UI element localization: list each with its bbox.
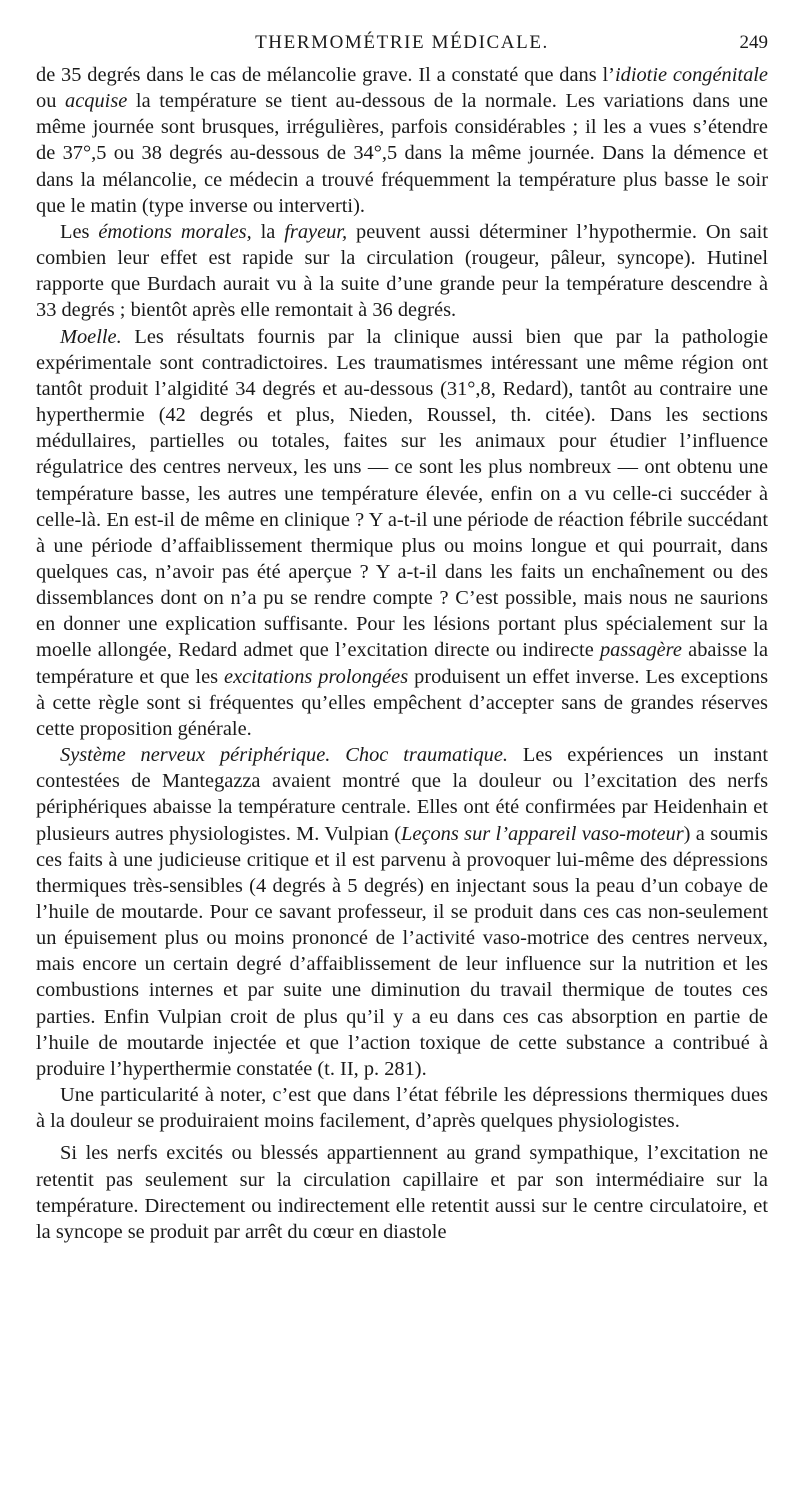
text-run: peuvent aussi déterminer l’hypothermie. On sait combien leur effet est rapide sur la circulation (rougeur, pâleur, syncope). Hutinel rapporte que Burdach aurait vu à la suite d’une grande peur la température descendre à 33 degrés ; bientôt après elle remontait à 36 degrés. (36, 220, 768, 322)
text-run: Les résultats fournis par la clinique aussi bien que par la pathologie expérimentale sont contradictoires. Les traumatismes intéressant une même région ont tantôt produit l’algidité 34 degrés et au-dessous (31°,8, Redard), tantôt au contraire une hyperthermie (42 degrés et plus, Nieden, Roussel, th. citée). Dans les sections médullaires, partielles ou totales, faites sur les animaux pour étudier l’influence régulatrice des centres nerveux, les uns — ce sont les plus nombreux — ont obtenu une température basse, les autres une température élevée, enfin on a vu celle-ci succéder à celle-là. En est-il de même en clinique ? Y a-t-il une période de réaction fébrile succédant à une période d’affaiblissement thermique plus ou moins longue et qui pourrait, dans quelques cas, n’avoir pas été aperçue ? Y a-t-il dans les faits un enchaînement ou des dissemblances dont on n’a pu se rendre compte ? C’est possible, mais nous ne saurions en donner une explication suffisante. Pour les lésions portant plus spécialement sur la moelle allongée, Redard admet que l’excitation directe ou indirecte (36, 325, 768, 662)
italic-text: acquise (65, 90, 128, 113)
text-run: la température se tient au-dessous de la normale. Les variations dans une même journée sont brusques, irrégulières, parfois considérables ; il les a vues s’étendre de 37°,5 ou 38 degrés au-dessous de 34°,5 dans la même journée. Dans la démence et dans la mélancolie, ce médecin a trouvé fréquemment la température plus basse le soir que le matin (type inverse ou interverti). (36, 90, 768, 217)
text-run: de 35 degrés dans le cas de mélancolie grave. Il a constaté que dans l’ (36, 64, 615, 86)
paragraph (36, 1140, 768, 1245)
text-run: Si les nerfs excités ou blessés appartiennent au grand sympathique, l’excitation ne retentit pas seulement sur la circulation capillaire et par son intermédiaire sur la température. Directement ou indirectement elle retentit aussi sur le centre circulatoire, et la syncope se produit par arrêt du cœur en diastole (36, 1142, 768, 1243)
text-run: produisent un effet inverse. Les exceptions à cette règle sont si fréquentes qu’elles empêchent d’accepter sans de grandes réserves cette proposition générale. (36, 665, 769, 740)
italic-text: émotions morales, (98, 220, 252, 243)
text-run: ) a soumis ces faits à une judicieuse critique et il est parvenu à provoquer lui-même des dépressions thermiques très-sensibles (4 degrés à 5 degrés) en injectant sous la peau d’un cobaye de l’huile de moutarde. Pour ce savant professeur, il se produit dans ces cas non-seulement un épuisement plus ou moins prononcé de l’activité vaso-motrice des centres nerveux, mais encore un certain degré d’affaiblissement de leur influence sur la nutrition et les combustions internes et par suite une diminution du travail thermique de toutes ces parties. Enfin Vulpian croit de plus qu’il y a eu dans ces cas absorption en partie de l’huile de moutarde injectée et que l’action toxique de cette substance a contribué à produire l’hyperthermie constatée (t. II, p. 281). (36, 822, 768, 1080)
running-head (36, 32, 768, 60)
paragraph (36, 742, 768, 1082)
italic-text: Système nerveux périphérique. Choc traumatique. (60, 744, 509, 767)
italic-text: Leçons sur l’appareil vaso-moteur (401, 822, 684, 845)
running-title: THERMOMÉTRIE MÉDICALE. (255, 32, 549, 53)
italic-text: Moelle. (60, 325, 122, 348)
italic-text: passagère (599, 639, 682, 662)
paragraph (36, 62, 768, 219)
paragraph (36, 324, 768, 743)
paragraph (36, 219, 768, 324)
text-run: Les (60, 220, 99, 243)
paragraph (36, 1082, 768, 1134)
body-text (36, 62, 768, 1245)
italic-text: idiotie congénitale (614, 64, 768, 86)
text-run: ou (36, 90, 66, 113)
text-run: Une particularité à noter, c’est que dans l’état fébrile les dépressions thermiques dues à la douleur se produiraient moins facilement, d’après quelques physiologistes. (36, 1084, 768, 1133)
text-run: la (251, 220, 285, 243)
italic-text: frayeur, (284, 220, 348, 243)
page-number: 249 (739, 32, 768, 53)
text-run: abaisse la température et que les (36, 639, 768, 688)
italic-text: excitations prolongées (224, 665, 409, 688)
text-run: Les expériences un instant contestées de Mantegazza avaient montré que la douleur ou l’excitation des nerfs périphériques abaisse la température centrale. Elles ont été confirmées par Heidenhain et plusieurs autres physiologistes. M. Vulpian ( (36, 744, 769, 845)
